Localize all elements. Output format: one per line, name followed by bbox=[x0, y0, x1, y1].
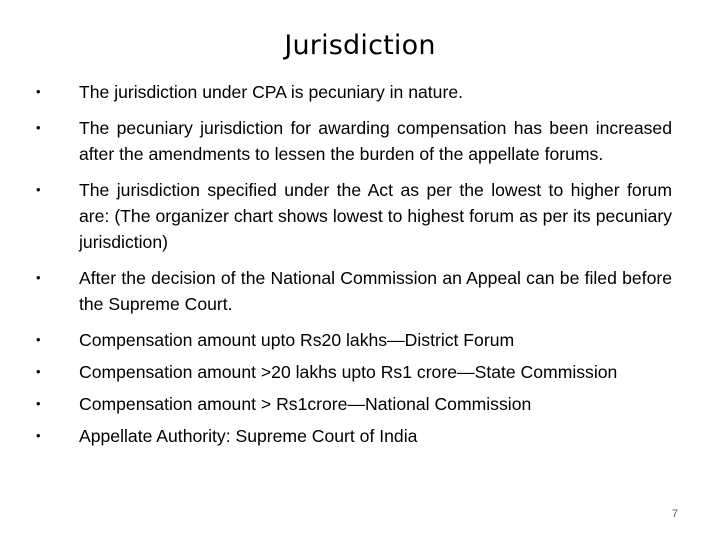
bullet-text: Compensation amount >20 lakhs upto Rs1 crore—State Commission bbox=[79, 362, 618, 382]
bullet-dot: • bbox=[36, 396, 41, 411]
bullet-item bbox=[36, 79, 672, 105]
bullet-item bbox=[36, 265, 672, 317]
bullet-item bbox=[36, 391, 672, 417]
bullet-text: The pecuniary jurisdiction for awarding compensation has been increased after the amendments to lessen the burden of the appellate forums. bbox=[79, 118, 672, 164]
page-number: 7 bbox=[671, 508, 678, 520]
bullet-text: Compensation amount > Rs1crore—National Commission bbox=[79, 394, 532, 414]
bullet-dot: • bbox=[36, 120, 41, 135]
bullet-dot: • bbox=[36, 84, 41, 99]
bullet-item bbox=[36, 359, 672, 385]
slide-title: Jurisdiction bbox=[284, 30, 436, 61]
bullet-dot: • bbox=[36, 182, 41, 197]
bullet-item bbox=[36, 423, 672, 449]
bullet-text: The jurisdiction under CPA is pecuniary in nature. bbox=[79, 82, 464, 102]
bullet-item bbox=[36, 327, 672, 353]
bullet-dot: • bbox=[36, 364, 41, 379]
bullet-dot: • bbox=[36, 428, 41, 443]
bullet-dot: • bbox=[36, 270, 41, 285]
bullet-list bbox=[36, 79, 672, 455]
bullet-text: After the decision of the National Commission an Appeal can be filed before the Supreme Court. bbox=[79, 268, 672, 314]
bullet-dot: • bbox=[36, 332, 41, 347]
bullet-item bbox=[36, 177, 672, 255]
bullet-text: Appellate Authority: Supreme Court of India bbox=[79, 426, 418, 446]
bullet-item bbox=[36, 115, 672, 167]
bullet-text: The jurisdiction specified under the Act as per the lowest to higher forum are: (The organizer chart shows lowest to highest forum as per its pecuniary jurisdiction) bbox=[79, 180, 672, 252]
bullet-text: Compensation amount upto Rs20 lakhs—District Forum bbox=[79, 330, 515, 350]
